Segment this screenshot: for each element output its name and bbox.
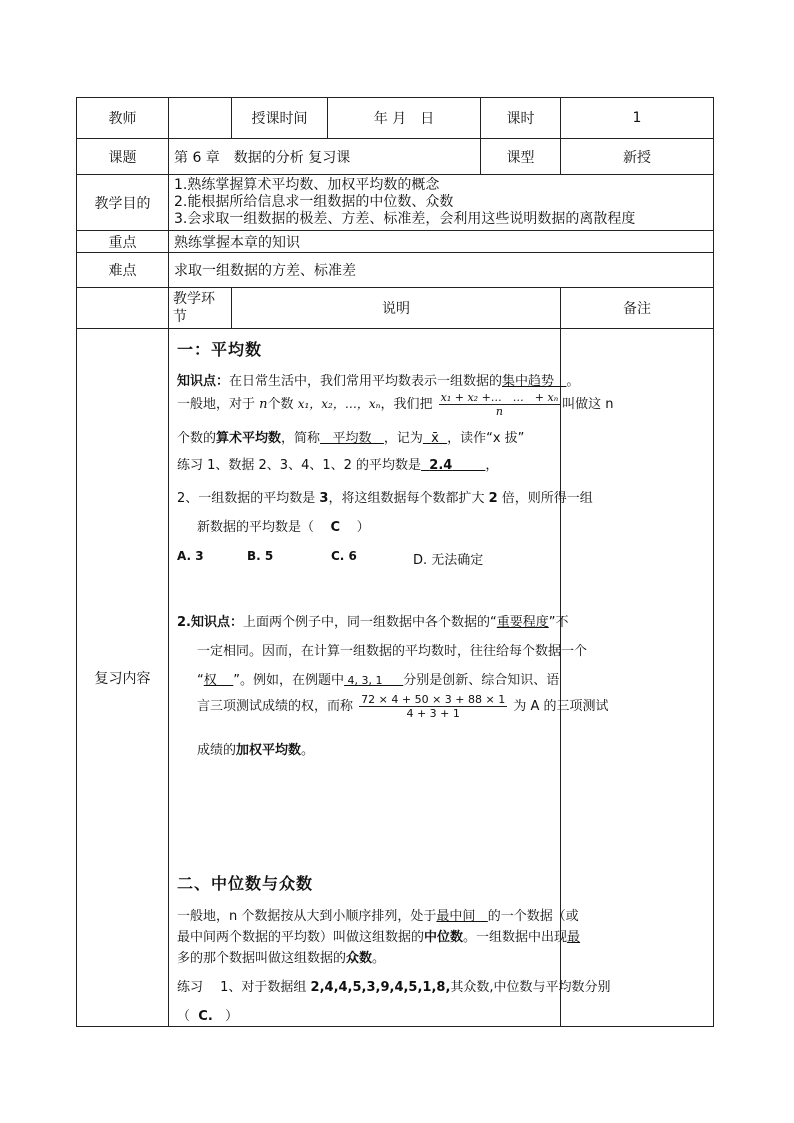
- goals-label: 教学目的: [77, 175, 169, 231]
- empty-cell: [77, 288, 169, 329]
- exercise-3-answer: （ C. ）: [177, 1009, 239, 1024]
- option-a: A. 3: [177, 549, 204, 563]
- difficulty-value: 求取一组数据的方差、标准差: [169, 253, 714, 288]
- median-definition-line2: 最中间两个数据的平均数）叫做这组数据的中位数。一组数据中出现最: [177, 930, 581, 945]
- difficulty-label: 难点: [77, 253, 169, 288]
- topic-label: 课题: [77, 139, 169, 175]
- review-content: [169, 329, 625, 1026]
- goal-item: 2.能根据所给信息求一组数据的中位数、众数: [174, 194, 454, 210]
- section-title-mean: 一：平均数: [177, 340, 263, 359]
- exercise-2-line2: 新数据的平均数是（ C ）: [197, 520, 370, 535]
- option-d: D. 无法确定: [413, 553, 484, 568]
- teacher-label: 教师: [77, 98, 169, 139]
- option-c: C. 6: [331, 549, 357, 563]
- median-definition-line1: 一般地，n 个数据按从大到小顺序排列，处于最中间 的一个数据（或: [177, 909, 579, 924]
- knowledge-point-2-line5: 成绩的加权平均数。: [197, 743, 315, 758]
- exercise-1: 练习 1、数据 2、3、4、1、2 的平均数是 2.4 ，: [177, 458, 499, 473]
- lesson-plan-table: [76, 97, 714, 1027]
- key-point-label: 重点: [77, 231, 169, 253]
- time-value: 年 月 日: [328, 98, 481, 139]
- mode-definition: 多的那个数据叫做这组数据的众数。: [177, 951, 386, 966]
- exercise-3: 练习 1、对于数据组 2,4,4,5,3,9,4,5,1,8,其众数,中位数与平均数分别: [177, 980, 611, 995]
- knowledge-point-2-line2: 一定相同。因而，在计算一组数据的平均数时，往往给每个数据一个: [197, 644, 588, 659]
- period-value: 1: [561, 98, 714, 139]
- lesson-type-label: 课型: [481, 139, 561, 175]
- teacher-value: [169, 98, 232, 139]
- remark-column-header: 备注: [561, 288, 714, 329]
- weighted-mean-formula: $\frac{72 \times 4 + 50 \times 3 + 88 \times 1}{4 + 3 + 1}$: [361, 693, 506, 720]
- mean-formula: $\frac{\text{x₁ + x₂ +… … + xₙ}}{n}$: [440, 391, 559, 418]
- stage-column-header: 教学环节: [169, 288, 232, 329]
- topic-value: 第 6 章 数据的分析 复习课: [169, 139, 481, 175]
- time-label: 授课时间: [232, 98, 328, 139]
- goal-item: 3.会求取一组数据的极差、方差、标准差，会利用这些说明数据的离散程度: [174, 211, 636, 227]
- exercise-2-line1: 2、一组数据的平均数是 3，将这组数据每个数都扩大 2 倍，则所得一组: [177, 491, 593, 506]
- option-b: B. 5: [247, 549, 274, 563]
- mean-definition-line2: 个数的算术平均数，简称 平均数 ，记为 x̄ ，读作“x 拔”: [177, 431, 525, 446]
- mean-definition-line1: 一般地，对于 n个数 x₁，x₂，…，xₙ，我们把 $\frac{\text{x₁ + x₂ +… … + xₙ}}{n}$ 叫做这 n: [177, 391, 614, 418]
- knowledge-point-2-line1: 2.知识点：上面两个例子中，同一组数据中各个数据的“重要程度”不: [177, 615, 569, 630]
- goals-list: [169, 175, 714, 231]
- section-title-median-mode: 二、中位数与众数: [177, 874, 314, 893]
- explain-column-header: 说明: [232, 288, 561, 329]
- lesson-type-value: 新授: [561, 139, 714, 175]
- goal-item: 1.熟练掌握算术平均数、加权平均数的概念: [174, 177, 440, 193]
- period-label: 课时: [481, 98, 561, 139]
- knowledge-point-2-line4: 言三项测试成绩的权，而称 $\frac{72 \times 4 + 50 \times 3 + 88 \times 1}{4 + 3 + 1}$ 为 A 的三项测试: [197, 693, 609, 720]
- review-content-cell: [169, 329, 614, 1027]
- knowledge-point-1: 知识点：在日常生活中，我们常用平均数表示一组数据的集中趋势 。: [177, 374, 580, 389]
- review-content-label: 复习内容: [77, 329, 169, 1027]
- knowledge-point-2-line3: “权 ”。例如，在例题中 4, 3, 1 分别是创新、综合知识、语: [197, 673, 560, 688]
- key-point-value: 熟练掌握本章的知识: [169, 231, 714, 253]
